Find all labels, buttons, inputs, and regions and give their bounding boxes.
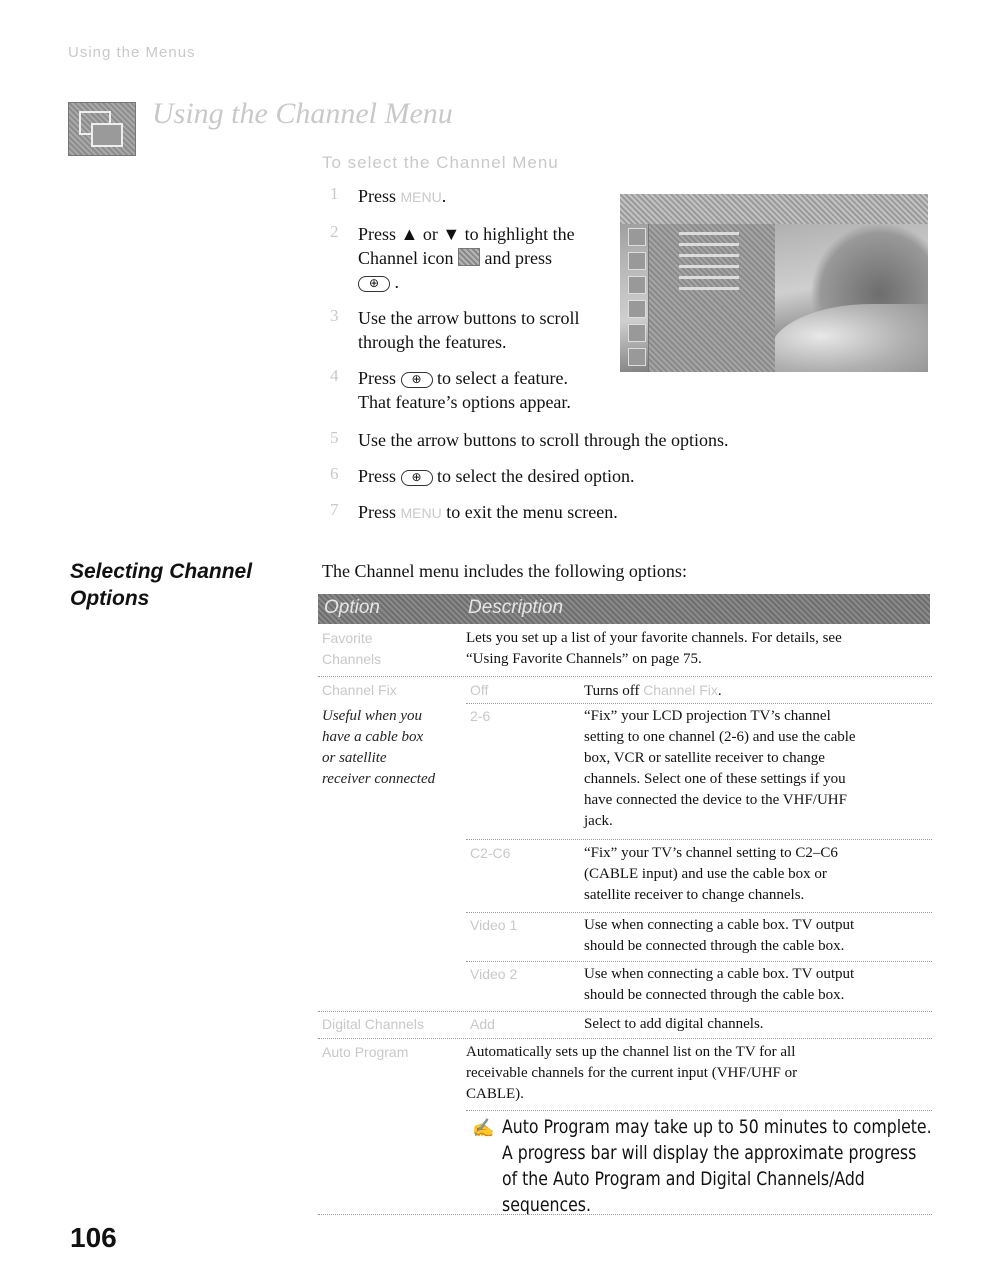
note-pencil-icon: ✍ xyxy=(472,1118,495,1138)
intro-text: The Channel menu includes the following options: xyxy=(322,561,687,581)
enter-button-icon: ⊕ xyxy=(401,372,433,388)
step-number: 3 xyxy=(330,306,339,325)
column-header-option: Option xyxy=(324,597,380,618)
option-auto-program: Auto Program xyxy=(322,1044,409,1060)
step-text: Use the arrow buttons to scroll through the features. xyxy=(358,308,580,352)
setting-c2-c6: C2-C6 xyxy=(470,845,511,861)
step-number: 4 xyxy=(330,366,339,385)
channel-menu-screenshot xyxy=(620,194,928,372)
step-number: 2 xyxy=(330,222,339,241)
step-number: 6 xyxy=(330,464,339,483)
step-text: Press MENU to exit the menu screen. xyxy=(358,500,618,525)
row-divider xyxy=(466,1110,932,1111)
c2-c6-description: “Fix” your TV’s channel setting to C2–C6 (CABLE input) and use the cable box or satellite receiver to change channels. xyxy=(584,845,838,903)
procedure-subheading: To select the Channel Menu xyxy=(322,153,559,172)
2-6-description: “Fix” your LCD projection TV’s channel setting to one channel (2-6) and use the cable box, VCR or satellite receiver to change channels. Select one of these settings if you have connected the device to the VHF/UHF jack. xyxy=(584,708,856,829)
page-number: 106 xyxy=(70,1222,117,1253)
channel-icon xyxy=(458,248,480,266)
setting-off: Off xyxy=(470,682,489,698)
step-number: 1 xyxy=(330,184,339,203)
setting-video-1: Video 1 xyxy=(470,917,518,933)
step-text: Press MENU. xyxy=(358,184,446,209)
row-divider xyxy=(318,1214,932,1215)
side-heading: Selecting Channel Options xyxy=(70,560,253,610)
video-2-description: Use when connecting a cable box. TV output should be connected through the cable box. xyxy=(584,966,855,1003)
row-divider xyxy=(318,1038,932,1039)
option-channel-fix: Channel Fix xyxy=(322,682,397,698)
channel-fix-note: Useful when you have a cable box or satellite receiver connected xyxy=(322,708,436,787)
step-number: 5 xyxy=(330,428,339,447)
auto-program-note: Auto Program may take up to 50 minutes to complete. A progress bar will display the approximate progress of the Auto Program and Digital Channels/Add sequences. xyxy=(502,1116,932,1216)
favorite-description: Lets you set up a list of your favorite channels. For details, see “Using Favorite Channels” on page 75. xyxy=(466,630,842,667)
row-divider xyxy=(318,676,932,677)
option-favorite-channels: Favorite Channels xyxy=(322,630,382,667)
setting-video-2: Video 2 xyxy=(470,966,518,982)
step-text: Press ⊕ to select a feature. That feature’s options appear. xyxy=(358,368,571,412)
video-1-description: Use when connecting a cable box. TV output should be connected through the cable box. xyxy=(584,917,855,954)
enter-button-icon: ⊕ xyxy=(401,470,433,486)
section-title: Using the Channel Menu xyxy=(152,97,453,130)
table-header xyxy=(318,594,930,624)
channel-menu-icon xyxy=(68,102,136,156)
row-divider xyxy=(466,961,932,962)
auto-program-description: Automatically sets up the channel list on the TV for all receivable channels for the current input (VHF/UHF or CABLE). xyxy=(466,1044,798,1102)
row-divider xyxy=(466,839,932,840)
step-number: 7 xyxy=(330,500,339,519)
row-divider xyxy=(318,1011,932,1012)
running-head: Using the Menus xyxy=(68,44,196,61)
off-description: Turns off Channel Fix. xyxy=(584,682,722,699)
menu-key-icon: MENU xyxy=(400,189,442,205)
step-text: Press ⊕ to select the desired option. xyxy=(358,466,635,486)
column-header-description: Description xyxy=(468,597,564,618)
menu-key-icon: MENU xyxy=(400,505,442,521)
setting-2-6: 2-6 xyxy=(470,708,491,724)
step-text: Use the arrow buttons to scroll through the options. xyxy=(358,430,729,450)
row-divider xyxy=(466,912,932,913)
step-text: Press ▲ or ▼ to highlight the Channel icon and press ⊕ . xyxy=(358,224,575,292)
row-divider xyxy=(466,703,932,704)
setting-add: Add xyxy=(470,1016,495,1032)
digital-description: Select to add digital channels. xyxy=(584,1016,764,1032)
option-digital-channels: Digital Channels xyxy=(322,1016,424,1032)
enter-button-icon: ⊕ xyxy=(358,276,390,292)
